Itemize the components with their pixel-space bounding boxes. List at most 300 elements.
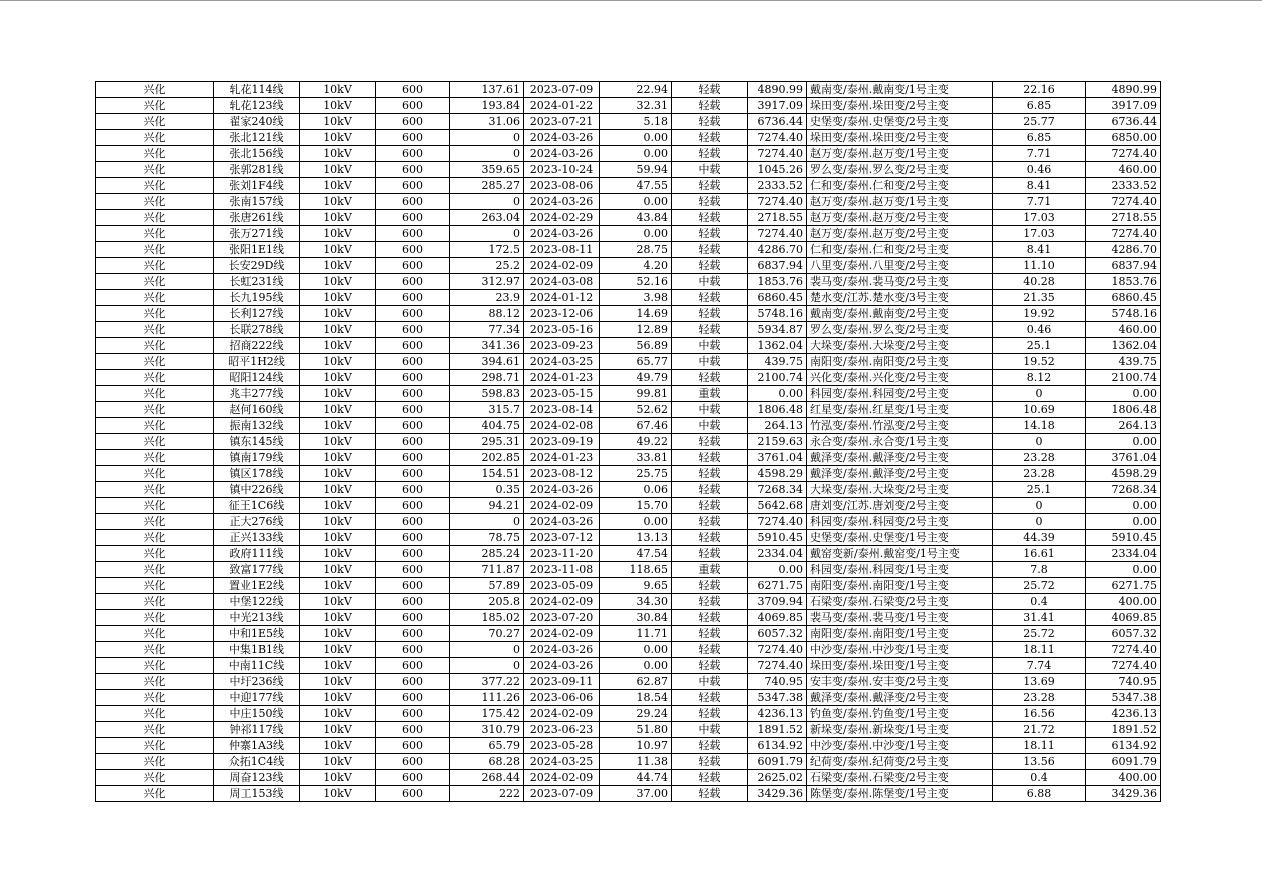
substation-transformer-cell: 垛田变/泰州.垛田变/2号主变 — [807, 98, 993, 114]
table-row — [96, 146, 1161, 162]
date-cell: 2023-08-06 — [524, 178, 600, 194]
available-capacity-cell: 4286.70 — [748, 242, 807, 258]
load-rate-cell: 59.94 — [600, 162, 672, 178]
transformer-value-cell: 7.74 — [993, 658, 1086, 674]
final-capacity-cell: 6271.75 — [1086, 578, 1161, 594]
line-name-cell: 兆丰277线 — [214, 386, 300, 402]
load-rate-cell: 0.00 — [600, 642, 672, 658]
available-capacity-cell: 439.75 — [748, 354, 807, 370]
load-value-cell: 315.7 — [450, 402, 524, 418]
final-capacity-cell: 2334.04 — [1086, 546, 1161, 562]
final-capacity-cell: 0.00 — [1086, 514, 1161, 530]
load-status-cell: 轻载 — [672, 530, 748, 546]
final-capacity-cell: 0.00 — [1086, 498, 1161, 514]
final-capacity-cell: 4598.29 — [1086, 466, 1161, 482]
substation-transformer-cell: 科园变/泰州.科园变/2号主变 — [807, 514, 993, 530]
date-cell: 2024-01-23 — [524, 370, 600, 386]
load-rate-cell: 47.55 — [600, 178, 672, 194]
substation-transformer-cell: 垛田变/泰州.垛田变/1号主变 — [807, 658, 993, 674]
substation-transformer-cell: 罗么变/泰州.罗么变/2号主变 — [807, 322, 993, 338]
region-cell: 兴化 — [96, 578, 214, 594]
available-capacity-cell: 2334.04 — [748, 546, 807, 562]
final-capacity-cell: 7274.40 — [1086, 194, 1161, 210]
date-cell: 2024-03-26 — [524, 658, 600, 674]
load-value-cell: 193.84 — [450, 98, 524, 114]
date-cell: 2024-02-08 — [524, 418, 600, 434]
load-rate-cell: 15.70 — [600, 498, 672, 514]
load-status-cell: 中载 — [672, 274, 748, 290]
capacity-cell: 600 — [376, 114, 450, 130]
voltage-cell: 10kV — [300, 290, 376, 306]
load-rate-cell: 32.31 — [600, 98, 672, 114]
final-capacity-cell: 6736.44 — [1086, 114, 1161, 130]
load-value-cell: 285.27 — [450, 178, 524, 194]
load-rate-cell: 10.97 — [600, 738, 672, 754]
substation-transformer-cell: 科园变/泰州.科园变/1号主变 — [807, 562, 993, 578]
line-name-cell: 轧花114线 — [214, 82, 300, 98]
substation-transformer-cell: 竹泓变/泰州.竹泓变/2号主变 — [807, 418, 993, 434]
transformer-value-cell: 13.56 — [993, 754, 1086, 770]
region-cell: 兴化 — [96, 418, 214, 434]
transformer-value-cell: 17.03 — [993, 210, 1086, 226]
voltage-cell: 10kV — [300, 338, 376, 354]
capacity-cell: 600 — [376, 546, 450, 562]
load-value-cell: 0 — [450, 514, 524, 530]
date-cell: 2023-11-20 — [524, 546, 600, 562]
load-rate-cell: 37.00 — [600, 786, 672, 802]
region-cell: 兴化 — [96, 322, 214, 338]
line-name-cell: 钟祁117线 — [214, 722, 300, 738]
substation-transformer-cell: 仁和变/泰州.仁和变/2号主变 — [807, 242, 993, 258]
date-cell: 2023-07-12 — [524, 530, 600, 546]
date-cell: 2023-08-12 — [524, 466, 600, 482]
region-cell: 兴化 — [96, 562, 214, 578]
region-cell: 兴化 — [96, 722, 214, 738]
date-cell: 2024-02-09 — [524, 594, 600, 610]
substation-transformer-cell: 楚水变/江苏.楚水变/3号主变 — [807, 290, 993, 306]
region-cell: 兴化 — [96, 194, 214, 210]
voltage-cell: 10kV — [300, 514, 376, 530]
table-row — [96, 594, 1161, 610]
load-value-cell: 598.83 — [450, 386, 524, 402]
line-name-cell: 中迎177线 — [214, 690, 300, 706]
load-rate-cell: 0.00 — [600, 226, 672, 242]
region-cell: 兴化 — [96, 786, 214, 802]
voltage-cell: 10kV — [300, 146, 376, 162]
capacity-cell: 600 — [376, 242, 450, 258]
load-value-cell: 205.8 — [450, 594, 524, 610]
table-row — [96, 754, 1161, 770]
transformer-value-cell: 44.39 — [993, 530, 1086, 546]
table-row — [96, 722, 1161, 738]
transformer-value-cell: 19.52 — [993, 354, 1086, 370]
capacity-cell: 600 — [376, 162, 450, 178]
transformer-value-cell: 16.61 — [993, 546, 1086, 562]
region-cell: 兴化 — [96, 146, 214, 162]
load-status-cell: 轻载 — [672, 626, 748, 642]
available-capacity-cell: 740.95 — [748, 674, 807, 690]
capacity-cell: 600 — [376, 610, 450, 626]
capacity-cell: 600 — [376, 258, 450, 274]
voltage-cell: 10kV — [300, 610, 376, 626]
available-capacity-cell: 6736.44 — [748, 114, 807, 130]
load-status-cell: 轻载 — [672, 578, 748, 594]
transformer-value-cell: 17.03 — [993, 226, 1086, 242]
line-name-cell: 周工153线 — [214, 786, 300, 802]
load-value-cell: 404.75 — [450, 418, 524, 434]
region-cell: 兴化 — [96, 210, 214, 226]
line-name-cell: 赵何160线 — [214, 402, 300, 418]
load-value-cell: 268.44 — [450, 770, 524, 786]
table-row — [96, 386, 1161, 402]
load-status-cell: 中载 — [672, 418, 748, 434]
date-cell: 2024-02-09 — [524, 498, 600, 514]
region-cell: 兴化 — [96, 690, 214, 706]
voltage-cell: 10kV — [300, 594, 376, 610]
load-status-cell: 重载 — [672, 386, 748, 402]
table-row — [96, 706, 1161, 722]
region-cell: 兴化 — [96, 546, 214, 562]
load-status-cell: 轻载 — [672, 450, 748, 466]
table-row — [96, 786, 1161, 802]
load-value-cell: 31.06 — [450, 114, 524, 130]
final-capacity-cell: 7274.40 — [1086, 658, 1161, 674]
region-cell: 兴化 — [96, 274, 214, 290]
load-status-cell: 轻载 — [672, 306, 748, 322]
load-value-cell: 312.97 — [450, 274, 524, 290]
load-status-cell: 轻载 — [672, 98, 748, 114]
date-cell: 2024-03-26 — [524, 194, 600, 210]
load-rate-cell: 56.89 — [600, 338, 672, 354]
date-cell: 2024-01-22 — [524, 98, 600, 114]
line-name-cell: 长联278线 — [214, 322, 300, 338]
load-value-cell: 394.61 — [450, 354, 524, 370]
transformer-value-cell: 6.88 — [993, 786, 1086, 802]
line-name-cell: 长安29D线 — [214, 258, 300, 274]
load-rate-cell: 52.62 — [600, 402, 672, 418]
line-name-cell: 张南157线 — [214, 194, 300, 210]
line-name-cell: 长利127线 — [214, 306, 300, 322]
table-row — [96, 402, 1161, 418]
table-row — [96, 546, 1161, 562]
load-rate-cell: 9.65 — [600, 578, 672, 594]
final-capacity-cell: 7274.40 — [1086, 226, 1161, 242]
substation-transformer-cell: 南阳变/泰州.南阳变/2号主变 — [807, 354, 993, 370]
available-capacity-cell: 5748.16 — [748, 306, 807, 322]
available-capacity-cell: 6091.79 — [748, 754, 807, 770]
load-status-cell: 中载 — [672, 354, 748, 370]
region-cell: 兴化 — [96, 242, 214, 258]
voltage-cell: 10kV — [300, 242, 376, 258]
transformer-value-cell: 6.85 — [993, 130, 1086, 146]
substation-transformer-cell: 兴化变/泰州.兴化变/2号主变 — [807, 370, 993, 386]
load-rate-cell: 49.79 — [600, 370, 672, 386]
voltage-cell: 10kV — [300, 706, 376, 722]
table-row — [96, 498, 1161, 514]
load-value-cell: 185.02 — [450, 610, 524, 626]
capacity-cell: 600 — [376, 738, 450, 754]
region-cell: 兴化 — [96, 642, 214, 658]
transformer-value-cell: 7.8 — [993, 562, 1086, 578]
load-rate-cell: 67.46 — [600, 418, 672, 434]
load-value-cell: 341.36 — [450, 338, 524, 354]
substation-transformer-cell: 安丰变/泰州.安丰变/2号主变 — [807, 674, 993, 690]
region-cell: 兴化 — [96, 82, 214, 98]
load-rate-cell: 99.81 — [600, 386, 672, 402]
available-capacity-cell: 5934.87 — [748, 322, 807, 338]
load-value-cell: 70.27 — [450, 626, 524, 642]
line-name-cell: 中南11C线 — [214, 658, 300, 674]
load-value-cell: 711.87 — [450, 562, 524, 578]
capacity-cell: 600 — [376, 226, 450, 242]
capacity-cell: 600 — [376, 338, 450, 354]
final-capacity-cell: 400.00 — [1086, 594, 1161, 610]
region-cell: 兴化 — [96, 514, 214, 530]
available-capacity-cell: 2718.55 — [748, 210, 807, 226]
line-name-cell: 正兴133线 — [214, 530, 300, 546]
voltage-cell: 10kV — [300, 418, 376, 434]
region-cell: 兴化 — [96, 162, 214, 178]
table-row — [96, 690, 1161, 706]
table-row — [96, 354, 1161, 370]
capacity-cell: 600 — [376, 274, 450, 290]
line-name-cell: 镇南179线 — [214, 450, 300, 466]
load-value-cell: 295.31 — [450, 434, 524, 450]
load-status-cell: 轻载 — [672, 322, 748, 338]
date-cell: 2024-01-12 — [524, 290, 600, 306]
final-capacity-cell: 5910.45 — [1086, 530, 1161, 546]
available-capacity-cell: 3917.09 — [748, 98, 807, 114]
table-row — [96, 450, 1161, 466]
load-rate-cell: 5.18 — [600, 114, 672, 130]
substation-transformer-cell: 科园变/泰州.科园变/2号主变 — [807, 386, 993, 402]
final-capacity-cell: 740.95 — [1086, 674, 1161, 690]
load-status-cell: 中载 — [672, 338, 748, 354]
voltage-cell: 10kV — [300, 258, 376, 274]
line-name-cell: 众拓1C4线 — [214, 754, 300, 770]
load-status-cell: 轻载 — [672, 194, 748, 210]
voltage-cell: 10kV — [300, 354, 376, 370]
region-cell: 兴化 — [96, 674, 214, 690]
available-capacity-cell: 7274.40 — [748, 146, 807, 162]
available-capacity-cell: 6271.75 — [748, 578, 807, 594]
available-capacity-cell: 5347.38 — [748, 690, 807, 706]
table-row — [96, 658, 1161, 674]
line-name-cell: 轧花123线 — [214, 98, 300, 114]
voltage-cell: 10kV — [300, 370, 376, 386]
line-name-cell: 长虹231线 — [214, 274, 300, 290]
available-capacity-cell: 6134.92 — [748, 738, 807, 754]
transformer-value-cell: 25.1 — [993, 338, 1086, 354]
load-rate-cell: 118.65 — [600, 562, 672, 578]
region-cell: 兴化 — [96, 530, 214, 546]
available-capacity-cell: 1891.52 — [748, 722, 807, 738]
capacity-cell: 600 — [376, 210, 450, 226]
final-capacity-cell: 2333.52 — [1086, 178, 1161, 194]
line-name-cell: 昭阳124线 — [214, 370, 300, 386]
final-capacity-cell: 6860.45 — [1086, 290, 1161, 306]
voltage-cell: 10kV — [300, 754, 376, 770]
final-capacity-cell: 264.13 — [1086, 418, 1161, 434]
voltage-cell: 10kV — [300, 210, 376, 226]
load-status-cell: 重载 — [672, 562, 748, 578]
voltage-cell: 10kV — [300, 98, 376, 114]
date-cell: 2023-08-14 — [524, 402, 600, 418]
load-value-cell: 88.12 — [450, 306, 524, 322]
transformer-value-cell: 25.77 — [993, 114, 1086, 130]
load-value-cell: 0 — [450, 130, 524, 146]
voltage-cell: 10kV — [300, 322, 376, 338]
transformer-value-cell: 40.28 — [993, 274, 1086, 290]
line-name-cell: 致富177线 — [214, 562, 300, 578]
region-cell: 兴化 — [96, 290, 214, 306]
final-capacity-cell: 3429.36 — [1086, 786, 1161, 802]
load-status-cell: 轻载 — [672, 690, 748, 706]
transformer-value-cell: 0.4 — [993, 594, 1086, 610]
date-cell: 2024-02-29 — [524, 210, 600, 226]
region-cell: 兴化 — [96, 402, 214, 418]
capacity-cell: 600 — [376, 418, 450, 434]
load-rate-cell: 14.69 — [600, 306, 672, 322]
load-status-cell: 轻载 — [672, 130, 748, 146]
substation-transformer-cell: 史堡变/泰州.史堡变/1号主变 — [807, 530, 993, 546]
load-value-cell: 111.26 — [450, 690, 524, 706]
table-row — [96, 370, 1161, 386]
load-status-cell: 轻载 — [672, 178, 748, 194]
load-status-cell: 轻载 — [672, 594, 748, 610]
table-row — [96, 626, 1161, 642]
load-value-cell: 172.5 — [450, 242, 524, 258]
final-capacity-cell: 6134.92 — [1086, 738, 1161, 754]
table-row — [96, 242, 1161, 258]
date-cell: 2023-09-23 — [524, 338, 600, 354]
capacity-cell: 600 — [376, 690, 450, 706]
substation-transformer-cell: 大垛变/泰州.大垛变/2号主变 — [807, 338, 993, 354]
final-capacity-cell: 0.00 — [1086, 562, 1161, 578]
load-value-cell: 310.79 — [450, 722, 524, 738]
final-capacity-cell: 460.00 — [1086, 162, 1161, 178]
date-cell: 2023-05-15 — [524, 386, 600, 402]
line-name-cell: 中光213线 — [214, 610, 300, 626]
table-row — [96, 578, 1161, 594]
load-rate-cell: 12.89 — [600, 322, 672, 338]
table-row — [96, 162, 1161, 178]
voltage-cell: 10kV — [300, 114, 376, 130]
transformer-value-cell: 7.71 — [993, 146, 1086, 162]
voltage-cell: 10kV — [300, 674, 376, 690]
available-capacity-cell: 5642.68 — [748, 498, 807, 514]
region-cell: 兴化 — [96, 258, 214, 274]
date-cell: 2023-07-20 — [524, 610, 600, 626]
region-cell: 兴化 — [96, 178, 214, 194]
available-capacity-cell: 7274.40 — [748, 130, 807, 146]
available-capacity-cell: 4236.13 — [748, 706, 807, 722]
load-rate-cell: 13.13 — [600, 530, 672, 546]
final-capacity-cell: 3761.04 — [1086, 450, 1161, 466]
region-cell: 兴化 — [96, 130, 214, 146]
substation-transformer-cell: 红星变/泰州.红星变/1号主变 — [807, 402, 993, 418]
line-name-cell: 翟家240线 — [214, 114, 300, 130]
final-capacity-cell: 4890.99 — [1086, 82, 1161, 98]
capacity-cell: 600 — [376, 402, 450, 418]
available-capacity-cell: 5910.45 — [748, 530, 807, 546]
line-name-cell: 镇区178线 — [214, 466, 300, 482]
substation-transformer-cell: 永合变/泰州.永合变/1号主变 — [807, 434, 993, 450]
load-value-cell: 137.61 — [450, 82, 524, 98]
region-cell: 兴化 — [96, 338, 214, 354]
table-row — [96, 306, 1161, 322]
transformer-value-cell: 31.41 — [993, 610, 1086, 626]
load-value-cell: 377.22 — [450, 674, 524, 690]
load-status-cell: 轻载 — [672, 434, 748, 450]
load-status-cell: 轻载 — [672, 370, 748, 386]
line-name-cell: 中庄150线 — [214, 706, 300, 722]
voltage-cell: 10kV — [300, 562, 376, 578]
load-status-cell: 轻载 — [672, 754, 748, 770]
table-row — [96, 210, 1161, 226]
available-capacity-cell: 7274.40 — [748, 642, 807, 658]
available-capacity-cell: 1853.76 — [748, 274, 807, 290]
available-capacity-cell: 2625.02 — [748, 770, 807, 786]
substation-transformer-cell: 石梁变/泰州.石梁变/2号主变 — [807, 770, 993, 786]
load-rate-cell: 3.98 — [600, 290, 672, 306]
transformer-value-cell: 8.12 — [993, 370, 1086, 386]
substation-transformer-cell: 八里变/泰州.八里变/2号主变 — [807, 258, 993, 274]
capacity-cell: 600 — [376, 194, 450, 210]
load-rate-cell: 4.20 — [600, 258, 672, 274]
region-cell: 兴化 — [96, 706, 214, 722]
load-rate-cell: 0.00 — [600, 130, 672, 146]
load-rate-cell: 34.30 — [600, 594, 672, 610]
substation-transformer-cell: 陈堡变/泰州.陈堡变/1号主变 — [807, 786, 993, 802]
load-rate-cell: 47.54 — [600, 546, 672, 562]
final-capacity-cell: 7274.40 — [1086, 642, 1161, 658]
date-cell: 2023-06-23 — [524, 722, 600, 738]
load-status-cell: 轻载 — [672, 82, 748, 98]
substation-transformer-cell: 垛田变/泰州.垛田变/2号主变 — [807, 130, 993, 146]
final-capacity-cell: 6057.32 — [1086, 626, 1161, 642]
capacity-cell: 600 — [376, 130, 450, 146]
load-value-cell: 0 — [450, 146, 524, 162]
voltage-cell: 10kV — [300, 386, 376, 402]
capacity-cell: 600 — [376, 482, 450, 498]
date-cell: 2023-05-16 — [524, 322, 600, 338]
final-capacity-cell: 2100.74 — [1086, 370, 1161, 386]
available-capacity-cell: 3429.36 — [748, 786, 807, 802]
line-name-cell: 昭平1H2线 — [214, 354, 300, 370]
date-cell: 2023-08-11 — [524, 242, 600, 258]
voltage-cell: 10kV — [300, 578, 376, 594]
load-value-cell: 77.34 — [450, 322, 524, 338]
capacity-cell: 600 — [376, 706, 450, 722]
region-cell: 兴化 — [96, 594, 214, 610]
line-name-cell: 镇中226线 — [214, 482, 300, 498]
transformer-value-cell: 18.11 — [993, 738, 1086, 754]
date-cell: 2024-03-25 — [524, 354, 600, 370]
available-capacity-cell: 6057.32 — [748, 626, 807, 642]
voltage-cell: 10kV — [300, 434, 376, 450]
load-value-cell: 23.9 — [450, 290, 524, 306]
load-rate-cell: 30.84 — [600, 610, 672, 626]
voltage-cell: 10kV — [300, 786, 376, 802]
voltage-cell: 10kV — [300, 82, 376, 98]
load-rate-cell: 0.00 — [600, 194, 672, 210]
final-capacity-cell: 460.00 — [1086, 322, 1161, 338]
load-status-cell: 轻载 — [672, 242, 748, 258]
load-status-cell: 轻载 — [672, 498, 748, 514]
available-capacity-cell: 0.00 — [748, 386, 807, 402]
load-value-cell: 0 — [450, 642, 524, 658]
